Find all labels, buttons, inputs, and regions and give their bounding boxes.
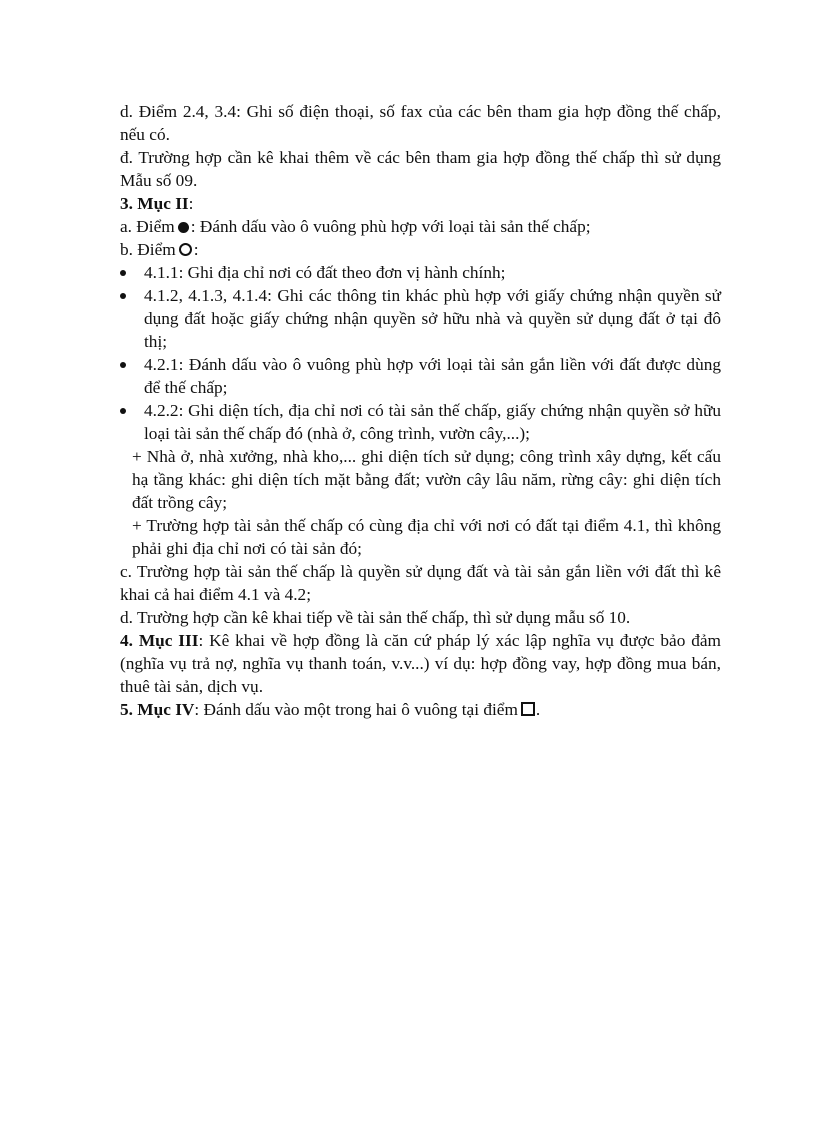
section-3-item-b: b. Điểm : [120,240,199,259]
section-3-item-d: d. Trường hợp cần kê khai tiếp về tài sản thế chấp, thì sử dụng mẫu số 10. [120,608,631,627]
section-4-paragraph: 4. Mục III: Kê khai về hợp đồng là căn cứ pháp lý xác lập nghĩa vụ được bảo đảm (nghĩa vụ trả nợ, nghĩa vụ thanh toán, v.v...) ví dụ: hợp đồng vay, hợp đồng mua bán, thuê tài sản, dịch vụ. [120,631,721,696]
filled-circle-icon [178,222,189,233]
section-3-item-a: a. Điểm : Đánh dấu vào ô vuông phù hợp với loại tài sản thế chấp; [120,217,591,236]
list-item: 4.2.1: Đánh dấu vào ô vuông phù hợp với loại tài sản gắn liền với đất được dùng để thế chấp; [120,353,721,399]
plus-note-area: + Nhà ở, nhà xưởng, nhà kho,... ghi diện tích sử dụng; công trình xây dựng, kết cấu hạ tầng khác: ghi diện tích mặt bằng đất; vườn cây lâu năm, rừng cây: ghi diện tích đất trồng cây; [132,447,721,512]
checkbox-square-icon [521,702,535,716]
paragraph-dd-additional-parties: đ. Trường hợp cần kê khai thêm về các bên tham gia hợp đồng thế chấp thì sử dụng Mẫu số 09. [120,148,721,190]
paragraph-d-phone-fax: d. Điểm 2.4, 3.4: Ghi số điện thoại, số fax của các bên tham gia hợp đồng thế chấp, nếu có. [120,102,721,144]
section-3-bullet-list [120,261,721,445]
section-3-heading: 3. Mục II: [120,194,194,213]
bullet-icon [120,293,126,299]
bullet-icon [120,408,126,414]
list-item: 4.1.2, 4.1.3, 4.1.4: Ghi các thông tin khác phù hợp với giấy chứng nhận quyền sử dụng đất hoặc giấy chứng nhận quyền sở hữu nhà và quyền sử dụng đất ở tại đô thị; [120,284,721,353]
section-4-title: 4. Mục III [120,631,199,650]
plus-note-same-address: + Trường hợp tài sản thế chấp có cùng địa chỉ với nơi có đất tại điểm 4.1, thì không phải ghi địa chỉ nơi có tài sản đó; [132,516,721,558]
section-3-title: 3. Mục II [120,194,189,213]
open-circle-icon [179,243,192,256]
list-item: 4.2.2: Ghi diện tích, địa chỉ nơi có tài sản thế chấp, giấy chứng nhận quyền sở hữu loại tài sản thế chấp đó (nhà ở, công trình, vườn cây,...); [120,399,721,445]
section-5-paragraph: 5. Mục IV: Đánh dấu vào một trong hai ô vuông tại điểm . [120,700,541,719]
bullet-icon [120,270,126,276]
document-body [120,100,721,721]
list-item: 4.1.1: Ghi địa chỉ nơi có đất theo đơn vị hành chính; [120,261,721,284]
bullet-icon [120,362,126,368]
section-3-item-c: c. Trường hợp tài sản thế chấp là quyền sử dụng đất và tài sản gắn liền với đất thì kê khai cả hai điểm 4.1 và 4.2; [120,562,721,604]
section-5-title: 5. Mục IV [120,700,195,719]
